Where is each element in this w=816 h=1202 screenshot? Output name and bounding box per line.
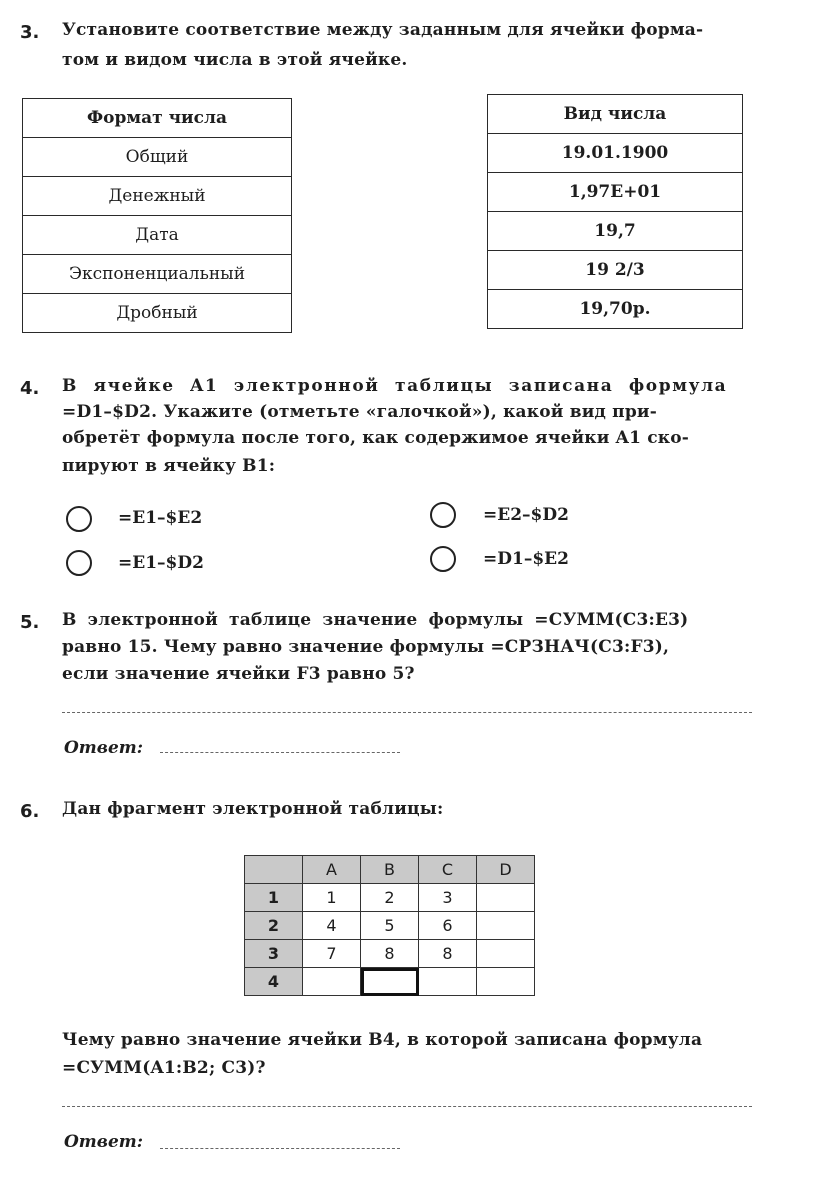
sheet-cell-c2: 6	[419, 912, 477, 940]
option-radio-4[interactable]	[430, 546, 456, 572]
question-4-text-line-4: пируют в ячейку B1:	[62, 456, 276, 476]
column-header: B	[361, 856, 419, 884]
sheet-cell-a4	[303, 968, 361, 996]
sheet-cell-c4	[419, 968, 477, 996]
question-6-text-line-2: =СУММ(A1:B2; C3)?	[62, 1058, 266, 1078]
question-4-text-line-1: В ячейке A1 электронной таблицы записана формула	[62, 376, 728, 396]
question-6-intro: Дан фрагмент электронной таблицы:	[62, 799, 444, 819]
question-5-text-line-1: В электронной таблице значение формулы =СУММ(C3:E3)	[62, 610, 689, 630]
sheet-cell-b2: 5	[361, 912, 419, 940]
row-header: 3	[245, 940, 303, 968]
view-cell: 19 2/3	[488, 251, 743, 290]
column-header: A	[303, 856, 361, 884]
sheet-cell-d2	[477, 912, 535, 940]
option-radio-2[interactable]	[66, 550, 92, 576]
question-6-text-line-1: Чему равно значение ячейки B4, в которой записана формула	[62, 1030, 703, 1050]
question-4-text-line-3: обретёт формула после того, как содержимое ячейки A1 ско-	[62, 428, 690, 448]
answer-input-q5[interactable]	[160, 752, 400, 753]
question-5-text-line-3: если значение ячейки F3 равно 5?	[62, 664, 415, 684]
question-4-number: 4.	[20, 378, 40, 399]
sheet-cell-c3: 8	[419, 940, 477, 968]
option-label-1: =E1–$E2	[118, 508, 203, 528]
sheet-cell-b1: 2	[361, 884, 419, 912]
spreadsheet-fragment	[244, 855, 535, 996]
column-header: D	[477, 856, 535, 884]
number-format-table	[22, 98, 292, 333]
row-header: 1	[245, 884, 303, 912]
sheet-cell-a3: 7	[303, 940, 361, 968]
format-cell: Дата	[23, 216, 292, 255]
format-cell: Общий	[23, 138, 292, 177]
format-cell: Дробный	[23, 294, 292, 333]
row-header: 2	[245, 912, 303, 940]
sheet-corner-cell	[245, 856, 303, 884]
answer-space-line	[62, 1106, 752, 1107]
view-table-header: Вид числа	[488, 95, 743, 134]
answer-input-q6[interactable]	[160, 1148, 400, 1149]
view-cell: 19,7	[488, 212, 743, 251]
question-5-number: 5.	[20, 612, 40, 633]
view-cell: 1,97E+01	[488, 173, 743, 212]
format-table-header: Формат числа	[23, 99, 292, 138]
sheet-cell-d4	[477, 968, 535, 996]
sheet-cell-d3	[477, 940, 535, 968]
question-3-text-line-1: Установите соответствие между заданным для ячейки форма-	[62, 20, 704, 40]
option-radio-3[interactable]	[430, 502, 456, 528]
column-header: C	[419, 856, 477, 884]
answer-label-q6: Ответ:	[64, 1132, 144, 1152]
question-6-number: 6.	[20, 801, 40, 822]
option-label-4: =D1–$E2	[483, 549, 569, 569]
row-header: 4	[245, 968, 303, 996]
number-view-table	[487, 94, 743, 329]
question-5-text-line-2: равно 15. Чему равно значение формулы =СРЗНАЧ(C3:F3),	[62, 637, 670, 657]
option-label-3: =E2–$D2	[483, 505, 569, 525]
sheet-cell-c1: 3	[419, 884, 477, 912]
question-4-text-line-2: =D1–$D2. Укажите (отметьте «галочкой»), какой вид при-	[62, 402, 657, 422]
question-3-number: 3.	[20, 22, 40, 43]
view-cell: 19.01.1900	[488, 134, 743, 173]
format-cell: Денежный	[23, 177, 292, 216]
sheet-cell-d1	[477, 884, 535, 912]
sheet-cell-a1: 1	[303, 884, 361, 912]
view-cell: 19,70р.	[488, 290, 743, 329]
option-radio-1[interactable]	[66, 506, 92, 532]
sheet-cell-b3: 8	[361, 940, 419, 968]
option-label-2: =E1–$D2	[118, 553, 204, 573]
question-3-text-line-2: том и видом числа в этой ячейке.	[62, 50, 408, 70]
sheet-cell-b4-selected	[361, 968, 419, 996]
sheet-cell-a2: 4	[303, 912, 361, 940]
format-cell: Экспоненциальный	[23, 255, 292, 294]
answer-label-q5: Ответ:	[64, 738, 144, 758]
answer-space-line	[62, 712, 752, 713]
